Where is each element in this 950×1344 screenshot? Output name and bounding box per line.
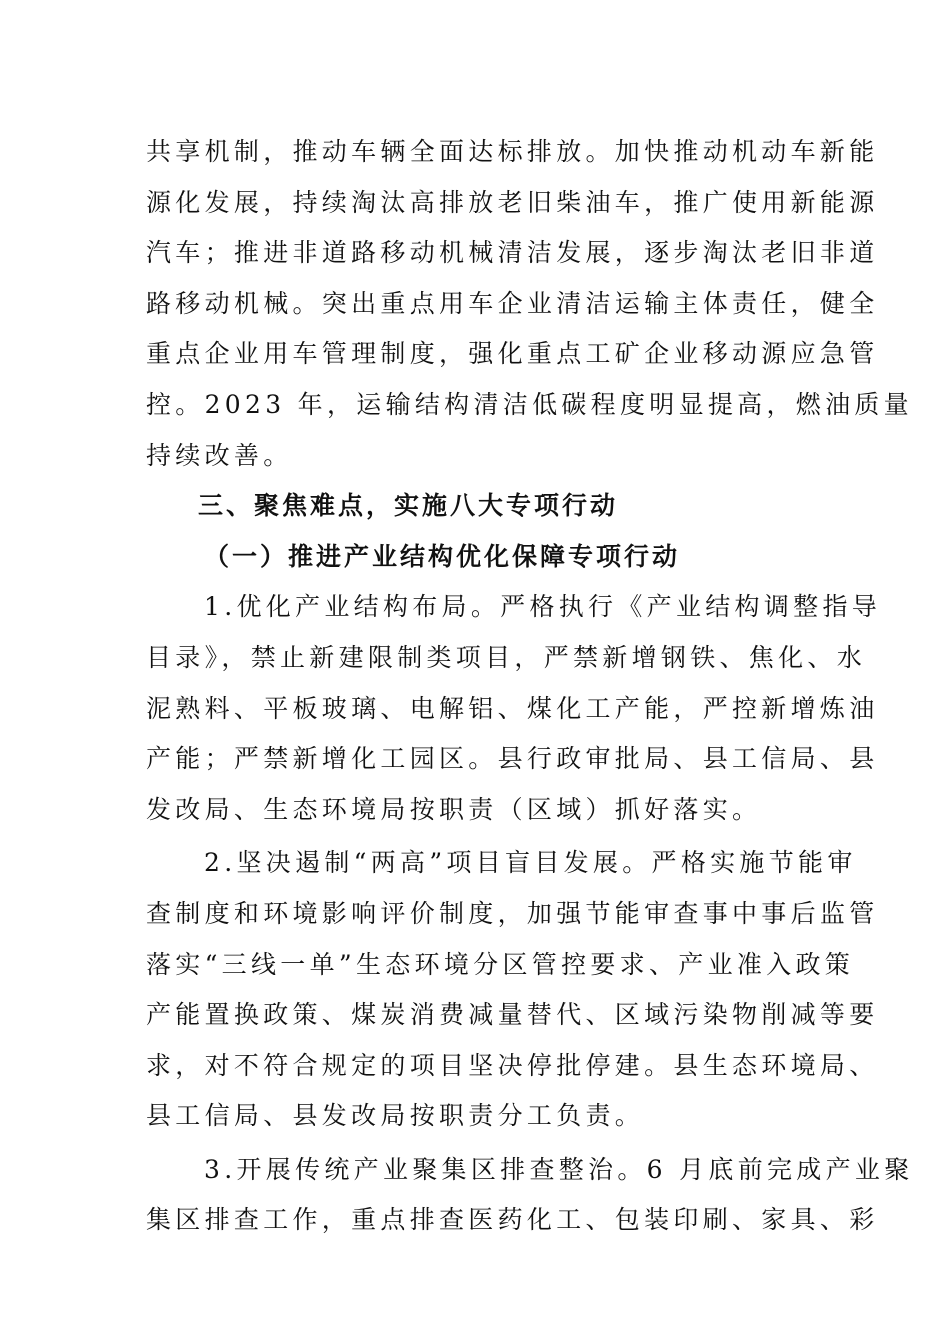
text-line: 重点企业用车管理制度，强化重点工矿企业移动源应急管 [146,339,879,369]
paragraph-continuation [146,127,913,481]
paragraph-item-3 [146,1145,914,1246]
text-line: 目录》，禁止新建限制类项目，严禁新增钢铁、焦化、水 [146,642,867,672]
paragraph-item-2 [146,838,879,1142]
text-line: 1.优化产业结构布局。严格执行《产业结构调整指导 [204,592,882,622]
text-line: 源化发展，持续淘汰高排放老旧柴油车，推广使用新能源 [146,187,879,217]
text-line: 查制度和环境影响评价制度，加强节能审查事中事后监管 [146,898,879,928]
text-line: 泥熟料、平板玻璃、电解铝、煤化工产能，严控新增炼油 [146,693,879,723]
paragraph-item-1 [146,582,882,835]
subsection-heading: （一）推进产业结构优化保障专项行动 [204,541,681,571]
text-line: 共享机制，推动车辆全面达标排放。加快推动机动车新能 [146,137,879,166]
text-line: 控。2023 年，运输结构清洁低碳程度明显提高，燃油质量 [146,389,913,419]
text-line: 县工信局、县发改局按职责分工负责。 [146,1101,645,1131]
text-line: 路移动机械。突出重点用车企业清洁运输主体责任，健全 [146,288,879,318]
section-heading: 三、聚焦难点，实施八大专项行动 [198,491,619,521]
text-line: 汽车；推进非道路移动机械清洁发展，逐步淘汰老旧非道 [146,238,879,268]
text-line: 发改局、生态环境局按职责（区域）抓好落实。 [146,794,762,824]
text-line: 求，对不符合规定的项目坚决停批停建。县生态环境局、 [146,1050,879,1080]
text-line: 3.开展传统产业聚集区排查整治。6 月底前完成产业聚 [204,1154,914,1184]
text-line: 产能置换政策、煤炭消费减量替代、区域污染物削减等要 [146,1000,879,1030]
text-line: 落实“三线一单”生态环境分区管控要求、产业准入政策 [146,949,855,979]
text-line: 2.坚决遏制“两高”项目盲目发展。严格实施节能审 [204,848,857,878]
text-line: 产能；严禁新增化工园区。县行政审批局、县工信局、县 [146,744,879,774]
text-line: 持续改善。 [146,440,293,470]
document-body [146,127,914,1246]
text-line: 集区排查工作，重点排查医药化工、包装印刷、家具、彩 [146,1205,879,1235]
